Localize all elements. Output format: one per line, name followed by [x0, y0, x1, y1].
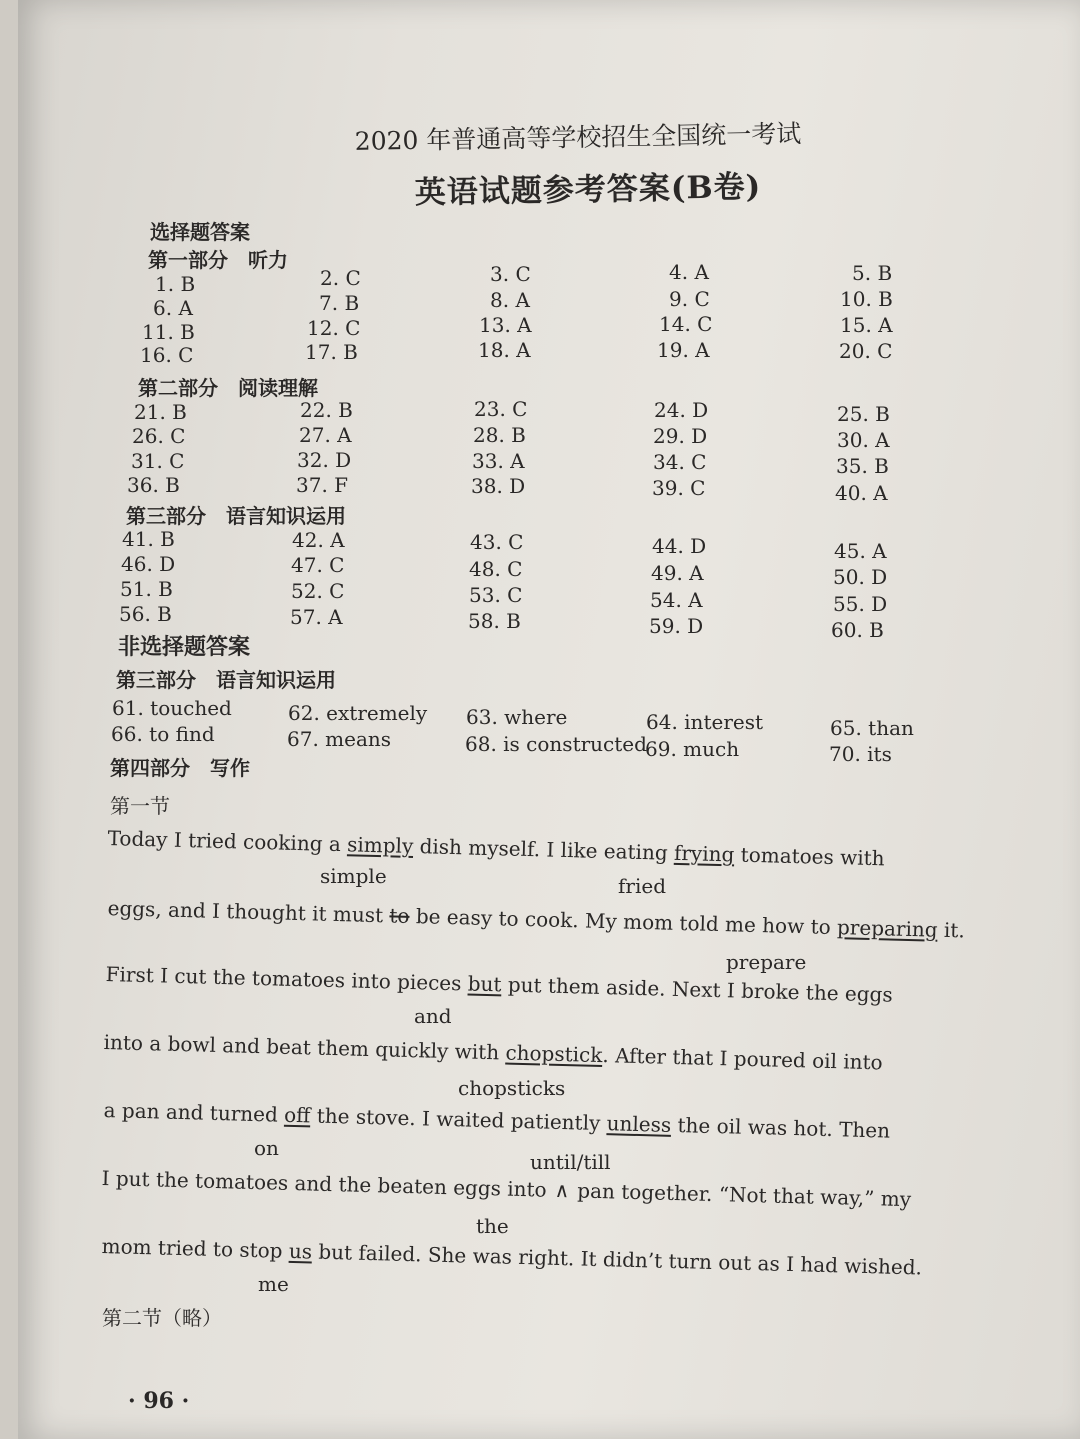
essay-text: pan together. “Not that way,” my	[570, 1178, 912, 1212]
answer-item: 48. C	[469, 557, 523, 581]
answer-item: 23. C	[474, 397, 528, 421]
correction: prepare	[726, 950, 807, 974]
answer-item: 19. A	[657, 338, 710, 362]
essay-text: dish myself. I like eating	[412, 834, 675, 865]
answer-item: 29. D	[653, 424, 708, 448]
essay-error: frying	[673, 840, 735, 867]
essay-text: mom tried to stop	[101, 1234, 290, 1263]
answer-item: 55. D	[833, 592, 888, 616]
answer-item: 64. interest	[646, 710, 764, 734]
correction: chopsticks	[458, 1076, 566, 1100]
answer-item: 33. A	[472, 449, 525, 473]
essay-text: the stove. I waited patiently	[310, 1103, 608, 1136]
answer-item: 16. C	[140, 343, 194, 367]
section1-label: 第一节	[110, 794, 170, 818]
answer-item: 62. extremely	[288, 701, 428, 725]
essay-text: eggs, and I thought it must	[107, 896, 390, 928]
answer-item: 18. A	[478, 338, 531, 362]
part1-heading: 第一部分 听力	[148, 248, 288, 272]
answer-item: 38. D	[471, 474, 526, 498]
answer-item: 56. B	[119, 602, 172, 626]
answer-key-title: 英语试题参考答案(B卷)	[414, 168, 762, 212]
answer-item: 7. B	[319, 291, 360, 315]
answer-item: 45. A	[834, 539, 887, 563]
answer-item: 58. B	[468, 609, 521, 633]
answer-item: 54. A	[650, 588, 703, 612]
essay-text: First I cut the tomatoes into pieces	[105, 962, 469, 996]
answer-item: 20. C	[839, 339, 893, 363]
answer-item: 31. C	[131, 449, 185, 473]
exam-title: 2020 年普通高等学校招生全国统一考试	[354, 119, 802, 156]
correction: and	[414, 1004, 452, 1028]
insert-caret-icon: ∧	[554, 1177, 570, 1203]
answer-item: 10. B	[840, 287, 893, 311]
essay-text: be easy to cook. My mom told me how to	[409, 903, 838, 940]
essay-error: chopstick	[505, 1040, 603, 1068]
correction: the	[476, 1214, 509, 1238]
answer-item: 52. C	[291, 579, 345, 603]
nonmc-section-heading: 非选择题答案	[118, 634, 251, 660]
essay-text: Today I tried cooking a	[107, 826, 348, 857]
answer-item: 30. A	[837, 428, 890, 452]
essay-error: simply	[346, 832, 414, 858]
answer-item: 69. much	[645, 737, 740, 761]
answer-item: 28. B	[473, 423, 526, 447]
answer-item: 22. B	[300, 398, 353, 422]
answer-item: 59. D	[649, 614, 704, 638]
essay-text: into a bowl and beat them quickly with	[103, 1030, 506, 1065]
answer-item: 63. where	[466, 705, 568, 729]
essay-text: . After that I poured oil into	[602, 1043, 883, 1075]
essay-error: us	[288, 1238, 313, 1264]
answer-item: 35. B	[836, 454, 889, 478]
answer-item: 60. B	[831, 618, 884, 642]
answer-item: 57. A	[290, 605, 343, 629]
part3b-heading: 第三部分 语言知识运用	[116, 668, 336, 692]
answer-item: 15. A	[840, 313, 893, 337]
answer-item: 42. A	[292, 528, 345, 552]
answer-item: 8. A	[490, 288, 530, 312]
answer-item: 47. C	[291, 553, 345, 577]
answer-sheet-page	[18, 0, 1080, 1439]
answer-item: 53. C	[469, 583, 523, 607]
correction: fried	[618, 874, 666, 898]
answer-item: 36. B	[127, 473, 180, 497]
answer-item: 17. B	[305, 340, 358, 364]
answer-item: 12. C	[307, 316, 361, 340]
answer-item: 41. B	[122, 527, 175, 551]
part3b-answers	[18, 0, 1080, 1439]
essay-text: tomatoes with	[734, 842, 885, 871]
answer-item: 21. B	[134, 400, 187, 424]
answer-item: 11. B	[142, 320, 195, 344]
answer-item: 25. B	[837, 402, 890, 426]
answer-item: 65. than	[830, 716, 914, 740]
answer-item: 40. A	[835, 481, 888, 505]
part4-heading: 第四部分 写作	[110, 756, 250, 780]
answer-item: 49. A	[651, 561, 704, 585]
answer-item: 46. D	[121, 552, 176, 576]
essay-text: the oil was hot. Then	[670, 1112, 891, 1143]
answer-item: 6. A	[153, 296, 193, 320]
answer-item: 50. D	[833, 565, 888, 589]
answer-item: 37. F	[296, 473, 349, 497]
answer-item: 44. D	[652, 534, 707, 558]
essay-text: a pan and turned	[103, 1098, 285, 1127]
answer-item: 43. C	[470, 530, 524, 554]
mc-section-heading: 选择题答案	[150, 220, 250, 244]
essay-error: off	[283, 1102, 311, 1128]
part2-heading: 第二部分 阅读理解	[138, 376, 318, 400]
correction: until/till	[530, 1150, 611, 1174]
answer-item: 61. touched	[112, 696, 232, 720]
essay-text: but failed. She was right. It didn’t turn out as I had wished.	[311, 1239, 923, 1280]
answer-item: 26. C	[132, 424, 186, 448]
answer-item: 68. is constructed	[465, 732, 647, 756]
part3-heading: 第三部分 语言知识运用	[126, 504, 346, 528]
answer-item: 27. A	[299, 423, 352, 447]
answer-item: 14. C	[659, 312, 713, 336]
answer-item: 5. B	[852, 261, 893, 285]
answer-item: 51. B	[120, 577, 173, 601]
answer-item: 39. C	[652, 476, 706, 500]
essay-error: but	[467, 971, 502, 997]
page-number: · 96 ·	[128, 1388, 190, 1414]
section2-label: 第二节（略）	[102, 1306, 222, 1330]
essay-error: unless	[606, 1111, 672, 1137]
essay-text: I put the tomatoes and the beaten eggs into	[101, 1166, 554, 1202]
answer-item: 13. A	[479, 313, 532, 337]
essay-error: preparing	[836, 915, 938, 942]
correction: simple	[320, 864, 387, 888]
answer-item: 2. C	[320, 266, 361, 290]
answer-item: 34. C	[653, 450, 707, 474]
essay-text: put them aside. Next I broke the eggs	[501, 972, 893, 1007]
answer-item: 3. C	[490, 262, 531, 286]
answer-item: 24. D	[654, 398, 709, 422]
answer-item: 32. D	[297, 448, 352, 472]
essay-text: it.	[937, 917, 966, 943]
correction: me	[258, 1272, 289, 1296]
answer-item: 1. B	[155, 272, 196, 296]
answer-item: 66. to find	[111, 722, 215, 746]
answer-item: 67. means	[287, 727, 392, 751]
correction: on	[254, 1136, 279, 1160]
answer-item: 70. its	[829, 742, 892, 766]
answer-item: 4. A	[669, 260, 709, 284]
essay-deleted-word: to	[389, 903, 410, 928]
answer-item: 9. C	[669, 287, 710, 311]
